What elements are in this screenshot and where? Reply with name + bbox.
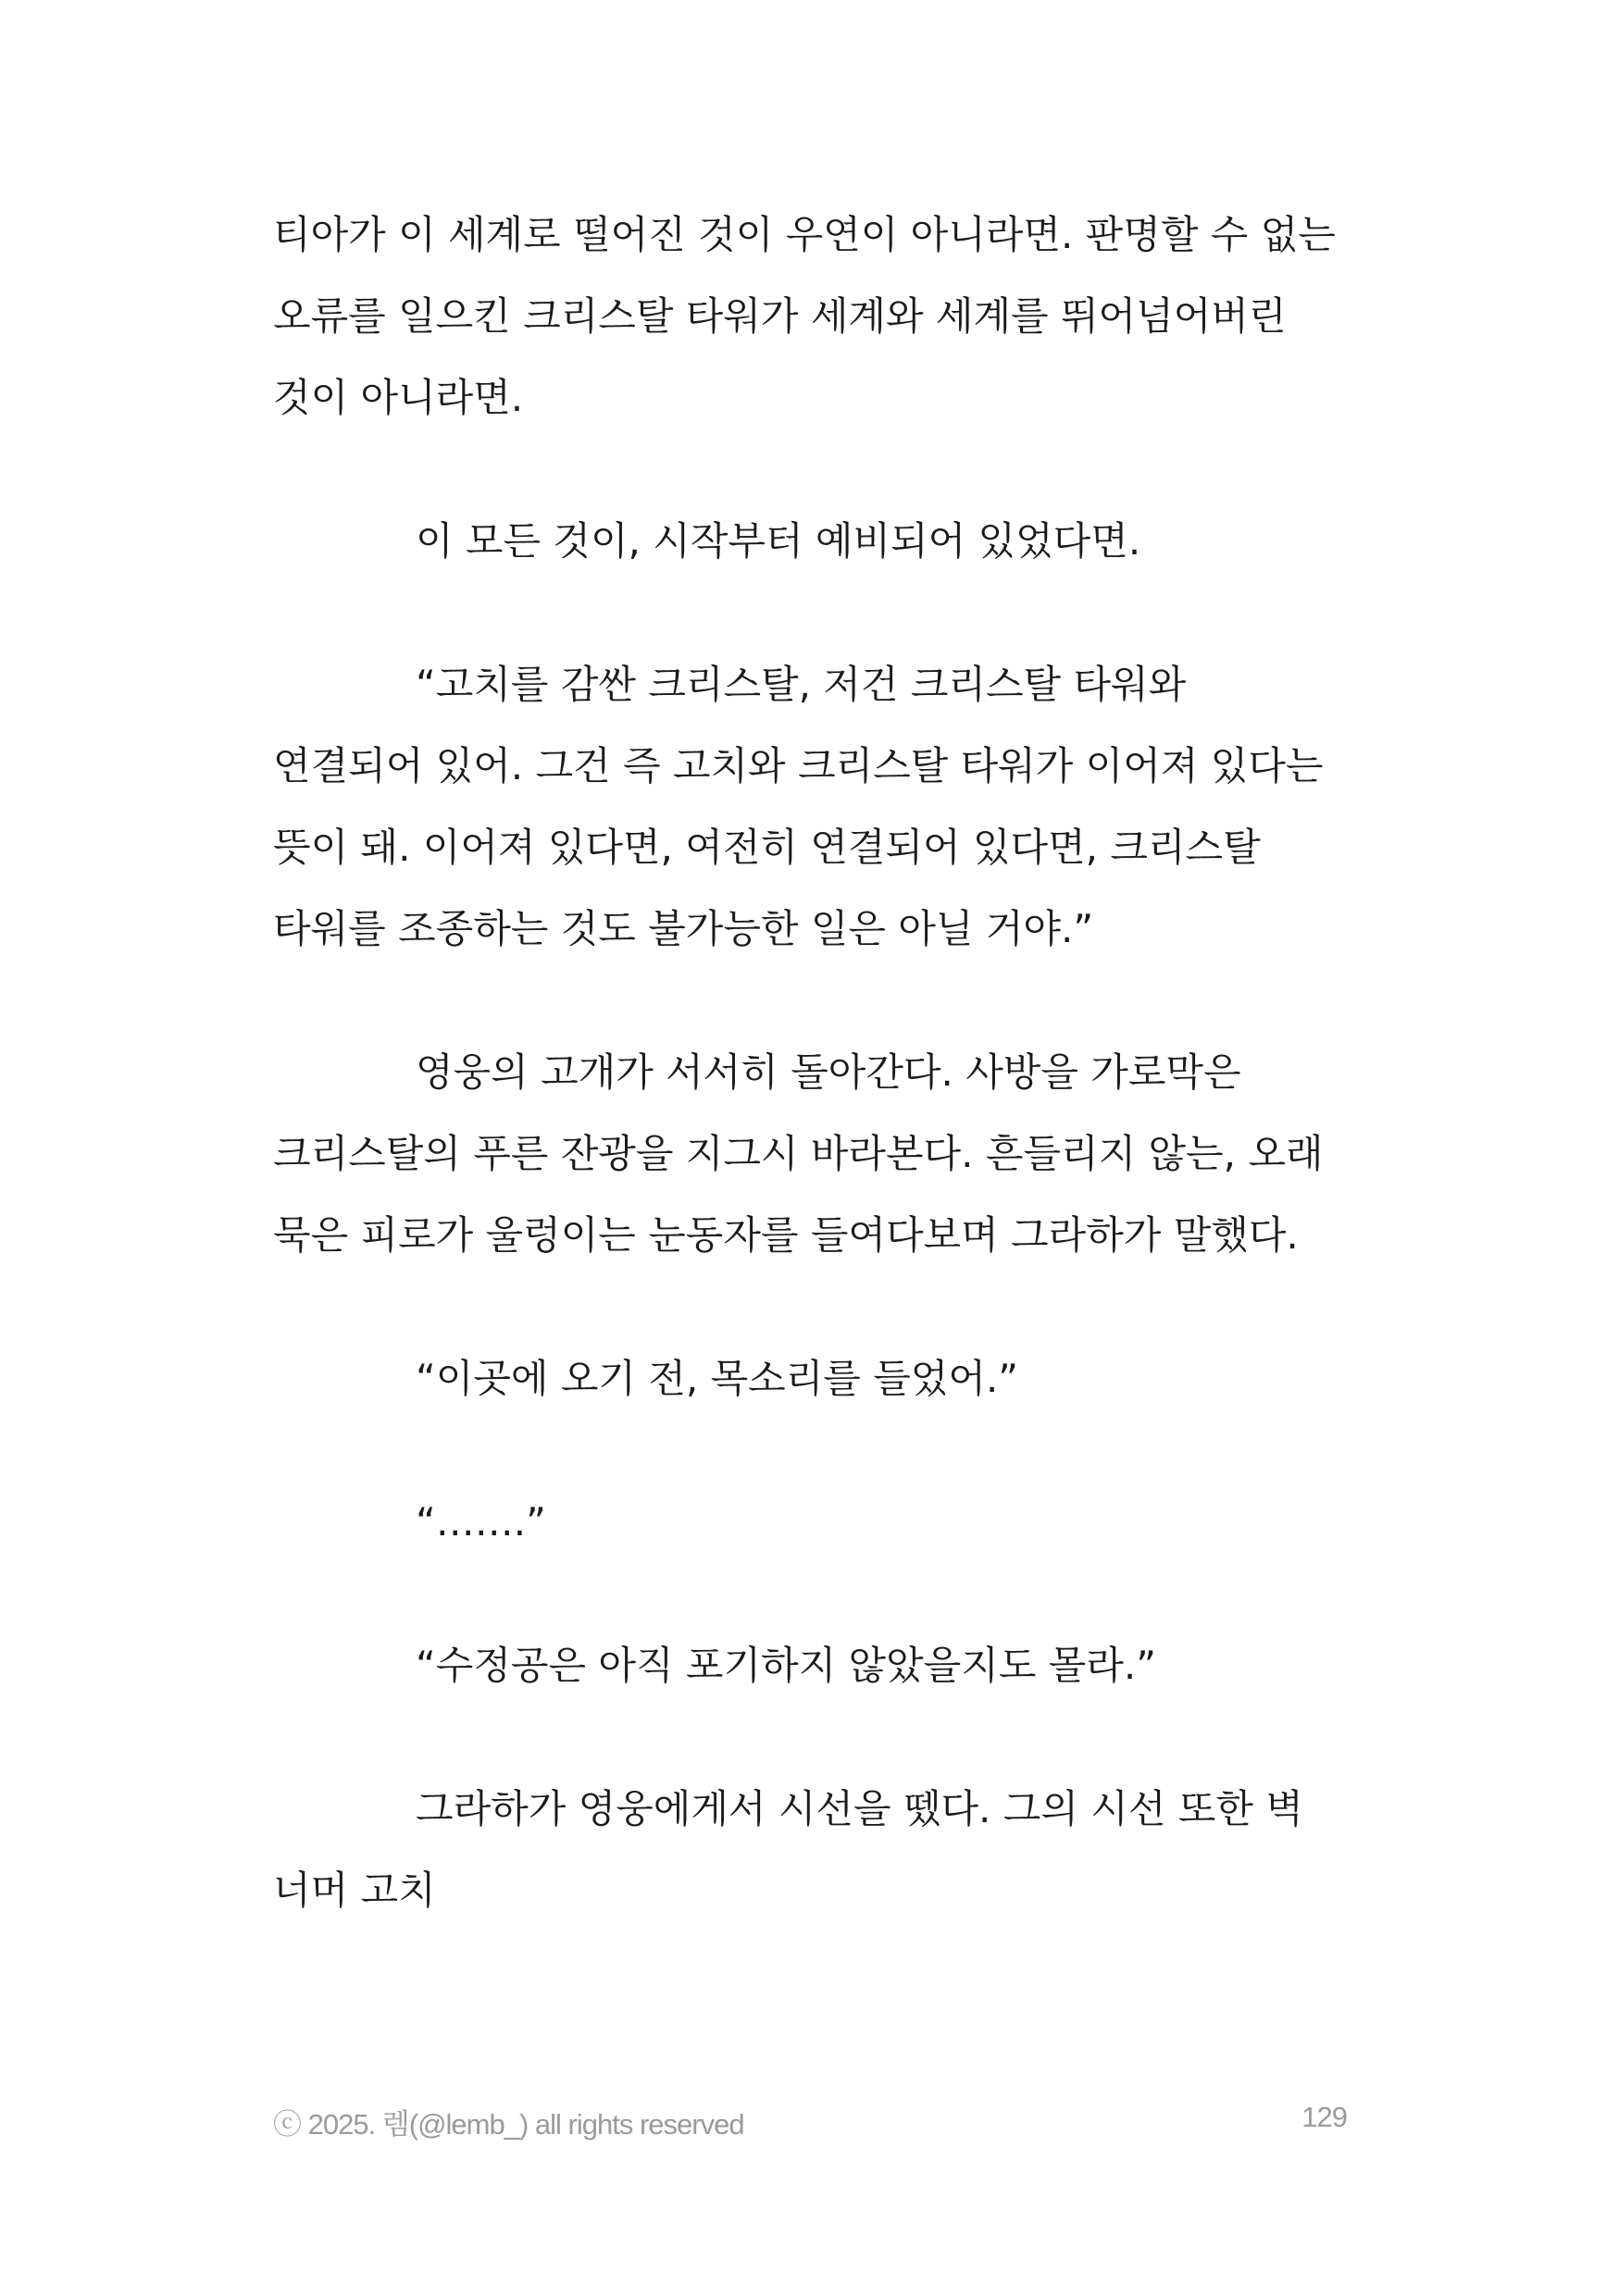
paragraph-2: 이 모든 것이, 시작부터 예비되어 있었다면. [416,518,1141,564]
paragraph-7: “수정공은 아직 포기하지 않았을지도 몰라.” [416,1643,1156,1688]
paragraph-5: “이곳에 오기 전, 목소리를 들었어.” [416,1356,1019,1401]
copyright-notice: ⓒ 2025. 렘(@lemb_) all rights reserved [273,2108,744,2141]
page-footer [273,2101,1347,2147]
body-text [273,194,1347,1993]
paragraph-8: 그라하가 영웅에게서 시선을 뗐다. 그의 시선 또한 벽 너머 고치 [273,1786,1316,1913]
paragraph-3: “고치를 감싼 크리스탈, 저건 크리스탈 타워와 연결되어 있어. 그건 즉 고치와 크리스탈 타워가 이어져 있다는 뜻이 돼. 이어져 있다면, 여전히 연결되어 있다면, 크리스탈 타워를 조종하는 것도 불가능한 일은 아닐 거야.” [273,662,1336,951]
paragraph-1: 티아가 이 세계로 떨어진 것이 우연이 아니라면. 판명할 수 없는 오류를 일으킨 크리스탈 타워가 세계와 세계를 뛰어넘어버린 것이 아니라면. [273,212,1349,420]
paragraph-6: “…….” [416,1499,546,1545]
paragraph-4: 영웅의 고개가 서서히 돌아간다. 사방을 가로막은 크리스탈의 푸른 잔광을 지그시 바라본다. 흔들리지 않는, 오래 묵은 피로가 울렁이는 눈동자를 들여다보며 그라하가 말했다. [273,1049,1336,1258]
page-number: 129 [1301,2101,1347,2133]
